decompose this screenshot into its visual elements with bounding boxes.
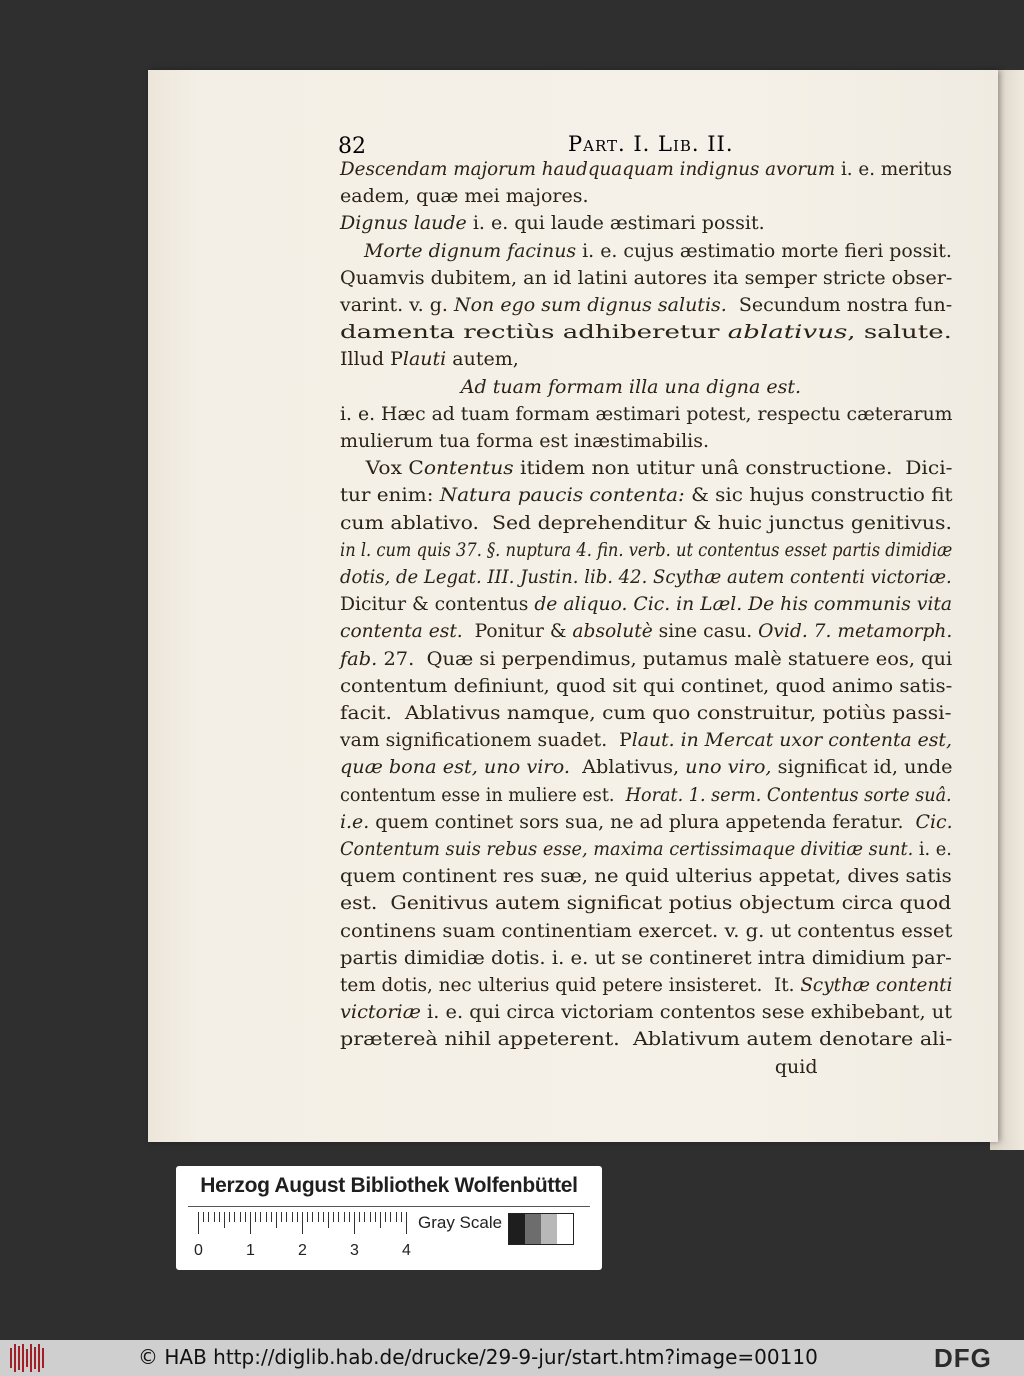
text-line xyxy=(340,809,953,836)
text-segment: significat id, unde xyxy=(771,756,953,779)
color-ruler xyxy=(176,1166,602,1270)
text-segment: absolutè xyxy=(572,620,653,643)
text-line xyxy=(340,319,952,346)
dfg-logo: DFG xyxy=(934,1343,992,1373)
ruler-tick xyxy=(333,1212,334,1222)
ruler-tick xyxy=(302,1212,303,1234)
text-segment: victoriæ xyxy=(340,1001,421,1024)
text-line xyxy=(340,782,952,809)
text-line xyxy=(340,238,952,265)
text-line xyxy=(340,836,952,863)
gray-swatch xyxy=(541,1214,557,1244)
text-segment xyxy=(340,240,364,262)
text-segment: i.e. xyxy=(340,810,370,833)
ruler-tick xyxy=(364,1212,365,1222)
text-segment: Non ego sum dignus salutis. xyxy=(453,294,727,316)
text-segment: Ponitur & xyxy=(462,620,573,643)
text-line xyxy=(340,618,952,645)
ruler-tick xyxy=(380,1212,381,1228)
text-segment: uno viro, xyxy=(685,756,772,779)
ruler-tick xyxy=(292,1212,293,1222)
text-segment: Secundum nostra fun- xyxy=(726,294,953,316)
text-segment: sine casu. xyxy=(652,620,759,643)
text-segment: in l. cum quis 37. §. nuptura 4. fin. verb. ut contentus esset partis dimidiæ xyxy=(340,538,953,561)
ruler-tick xyxy=(229,1212,230,1222)
text-line xyxy=(340,945,952,972)
text-line xyxy=(340,918,952,945)
ruler-tick xyxy=(219,1212,220,1222)
gray-swatch xyxy=(557,1214,573,1244)
text-segment: 27. Quæ si perpendimus, putamus malè statuere eos, qui xyxy=(377,647,953,670)
text-segment: Ovid. 7. metamorph. xyxy=(758,620,953,643)
ruler-tick-label: 0 xyxy=(194,1242,203,1259)
running-head: Part. I. Lib. II. xyxy=(568,132,734,156)
ruler-tick xyxy=(286,1212,287,1222)
text-segment: itidem non utitur unâ constructione. Dici- xyxy=(513,457,953,480)
text-segment: i. e. xyxy=(913,838,952,860)
text-segment: i. e. qui laude æstimari possit. xyxy=(466,212,765,235)
text-segment: quem continet sors sua, ne ad plura appetenda feratur. xyxy=(369,810,916,833)
text-line xyxy=(340,591,952,618)
ruler-tick xyxy=(406,1212,407,1234)
ruler-title: Herzog August Bibliothek Wolfenbüttel xyxy=(200,1174,578,1197)
ruler-tick xyxy=(390,1212,391,1222)
text-segment: mulierum tua forma est inæstimabilis. xyxy=(340,430,710,452)
text-segment: quid xyxy=(340,1055,818,1078)
gray-scale-swatches xyxy=(508,1213,574,1245)
ruler-tick xyxy=(297,1212,298,1222)
text-segment: Ad tuam formam illa una digna est. xyxy=(460,375,802,398)
text-segment: Quamvis dubitem, an id latini autores ita semper stricte obser- xyxy=(340,266,953,289)
text-segment: tem dotis, nec ulterius quid petere insisteret. It. xyxy=(340,974,801,996)
text-segment: contenta est. xyxy=(340,620,463,643)
ruler-tick xyxy=(370,1212,371,1222)
text-segment: autem, xyxy=(446,348,519,371)
text-segment: Contentum suis rebus esse, maxima certissimaque divitiæ sunt. xyxy=(340,838,914,860)
text-line xyxy=(340,183,589,210)
text-segment: dotis, de Legat. III. Justin. lib. 42. Scythæ autem contenti victoriæ. xyxy=(340,566,952,588)
ruler-tick xyxy=(271,1212,272,1222)
text-line xyxy=(340,673,952,700)
text-line xyxy=(340,999,952,1026)
gray-scale-label: Gray Scale xyxy=(418,1213,503,1232)
text-segment: Natura paucis contenta: xyxy=(439,484,685,507)
ruler-tick xyxy=(234,1212,235,1222)
ruler-tick xyxy=(349,1212,350,1222)
ruler-tick xyxy=(401,1212,402,1222)
text-segment: Descendam majorum haudquaquam indignus avorum xyxy=(340,158,836,180)
ruler-ticks xyxy=(198,1212,408,1234)
text-segment: i. e. Hæc ad tuam formam æstimari potest, respectu cæterarum xyxy=(340,402,953,425)
ruler-tick xyxy=(214,1212,215,1222)
text-line xyxy=(340,156,952,183)
ruler-tick xyxy=(312,1212,313,1222)
ruler-tick xyxy=(318,1212,319,1222)
text-segment: cum ablativo. Sed deprehenditur & huic junctus genitivus. xyxy=(340,511,953,534)
ruler-tick xyxy=(338,1212,339,1222)
text-line xyxy=(340,482,953,509)
gray-swatch xyxy=(509,1214,525,1244)
text-line xyxy=(340,754,953,781)
text-line xyxy=(340,537,952,564)
text-segment: Dicitur & contentus xyxy=(340,593,535,616)
text-line xyxy=(340,890,951,917)
ruler-tick xyxy=(245,1212,246,1222)
gray-swatch xyxy=(525,1214,541,1244)
ruler-tick xyxy=(266,1212,267,1222)
text-segment: varint. v. g. xyxy=(340,294,454,316)
text-line xyxy=(340,265,952,292)
ruler-tick-label: 3 xyxy=(350,1242,359,1259)
text-segment: est. Genitivus autem significat potius objectum circa quod xyxy=(340,892,952,915)
text-segment: ablativus xyxy=(727,321,848,344)
text-segment: & sic hujus constructio fit xyxy=(684,484,953,507)
hab-logo-icon xyxy=(10,1344,46,1372)
text-line xyxy=(340,972,952,999)
ruler-tick xyxy=(260,1212,261,1222)
text-line xyxy=(340,510,952,537)
text-segment: tur enim: xyxy=(340,484,440,507)
text-segment: quæ bona est, uno viro. xyxy=(340,756,570,779)
copyright-url[interactable]: © HAB http://diglib.hab.de/drucke/29-9-jur/start.htm?image=00110 xyxy=(138,1345,818,1369)
ruler-tick xyxy=(255,1212,256,1222)
ruler-tick-label: 4 xyxy=(402,1242,411,1259)
text-segment: laut. in Mercat uxor contenta est, xyxy=(631,729,952,752)
ruler-tick xyxy=(240,1212,241,1222)
text-segment: Cic. xyxy=(915,810,953,833)
ruler-tick xyxy=(198,1212,199,1234)
footer-bar xyxy=(0,1340,1024,1376)
ruler-tick xyxy=(396,1212,397,1222)
text-segment: ontentus xyxy=(423,457,514,480)
ruler-tick xyxy=(385,1212,386,1222)
text-line xyxy=(340,210,765,237)
text-segment xyxy=(340,376,461,398)
text-segment: Vox C xyxy=(340,457,424,480)
ruler-tick xyxy=(281,1212,282,1222)
ruler-tick xyxy=(276,1212,277,1228)
text-segment: damenta rectiùs adhiberetur xyxy=(340,321,728,344)
text-segment: lauti xyxy=(402,348,447,371)
text-segment: fab. xyxy=(340,647,378,670)
text-line xyxy=(340,1054,818,1081)
text-line xyxy=(340,346,519,373)
ruler-tick xyxy=(208,1212,209,1222)
text-line xyxy=(340,564,952,591)
text-segment: continens suam continentiam exercet. v. g. ut contentus esset xyxy=(340,919,953,942)
text-segment: contentum esse in muliere est. xyxy=(340,783,626,806)
text-segment: Scythæ contenti xyxy=(800,974,953,996)
ruler-tick xyxy=(328,1212,329,1228)
text-segment: , salute. xyxy=(847,321,952,344)
text-line xyxy=(340,646,952,673)
text-line xyxy=(340,455,952,482)
text-line xyxy=(340,1026,952,1053)
ruler-tick xyxy=(307,1212,308,1222)
text-segment: contentum definiunt, quod sit qui continet, quod animo satis- xyxy=(340,674,953,697)
text-line xyxy=(340,428,709,455)
text-segment: i. e. cujus æstimatio morte fieri possit. xyxy=(576,239,952,262)
ruler-tick xyxy=(224,1212,225,1228)
ruler-tick xyxy=(354,1212,355,1234)
text-segment: i. e. qui circa victoriam contentos sese exhibebant, ut xyxy=(420,1001,953,1024)
ruler-tick-label: 2 xyxy=(298,1242,307,1259)
text-segment: i. e. meritus xyxy=(835,158,952,180)
ruler-tick xyxy=(344,1212,345,1222)
ruler-tick xyxy=(323,1212,324,1222)
text-segment: prætereà nihil appeterent. Ablativum autem denotare ali- xyxy=(340,1028,953,1051)
text-line xyxy=(340,700,951,727)
text-segment: vam significationem suadet. P xyxy=(340,729,632,752)
ruler-divider xyxy=(188,1206,590,1207)
text-line xyxy=(340,292,952,319)
text-segment: quem continent res suæ, ne quid ulterius appetat, dives satis xyxy=(340,865,952,888)
ruler-tick xyxy=(203,1212,204,1222)
text-segment: Horat. 1. serm. Contentus sorte suâ. xyxy=(625,783,952,806)
text-segment: Morte dignum facinus xyxy=(364,239,577,262)
text-segment: Dignus laude xyxy=(340,212,467,235)
text-segment: eadem, quæ mei majores. xyxy=(340,185,589,208)
text-segment: partis dimidiæ dotis. i. e. ut se contineret intra dimidium par- xyxy=(340,946,952,969)
ruler-tick xyxy=(359,1212,360,1222)
ruler-tick xyxy=(375,1212,376,1222)
text-line xyxy=(340,374,801,401)
text-segment: de aliquo. Cic. in Læl. De his communis vita xyxy=(534,593,953,616)
page-number: 82 xyxy=(338,134,366,159)
text-line xyxy=(340,863,952,890)
text-segment: Illud P xyxy=(340,348,403,371)
text-line xyxy=(340,727,952,754)
ruler-tick-label: 1 xyxy=(246,1242,255,1259)
text-segment: Ablativus, xyxy=(569,756,686,779)
ruler-tick xyxy=(250,1212,251,1234)
text-line xyxy=(340,401,953,428)
text-segment: facit. Ablativus namque, cum quo construitur, potiùs passi- xyxy=(340,702,952,724)
